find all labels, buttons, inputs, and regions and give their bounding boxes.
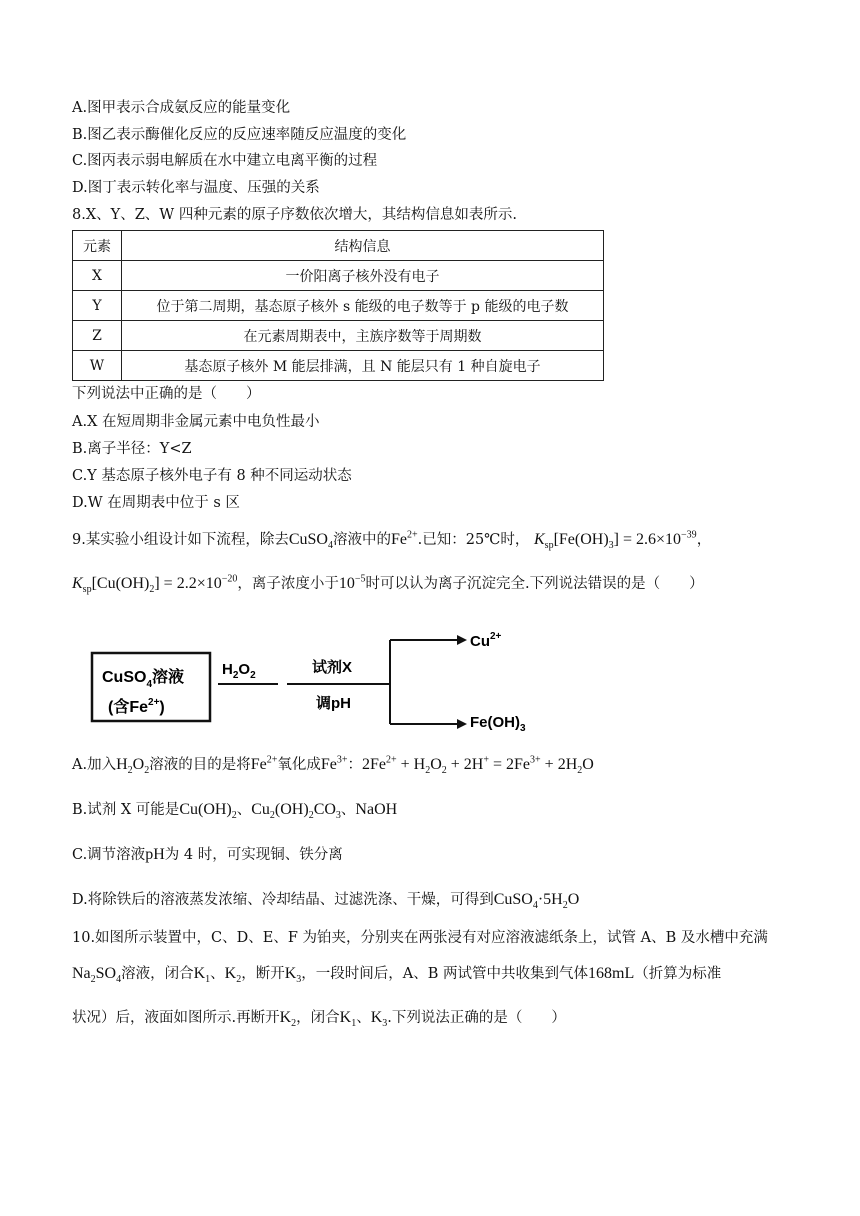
q9-stem-line1: 9.某实验小组设计如下流程，除去CuSO$_4$溶液中的$Fe^{2+}$.已知：25℃时， $K_{sp}[Fe(OH)_3] = 2.6\times 10^{-39}$， <box>72 529 712 552</box>
q8-option-c: C.Y 基态原子核外电子有 8 种不同运动状态 <box>72 468 352 484</box>
output-feoh3-label: $Fe(OH)_3$ <box>470 714 526 732</box>
q10-stem-line3: 状况）后，液面如图所示.再断开$K_2$，闭合$K_1$、$K_3$.下列说法正确的是（ ） <box>72 1009 566 1030</box>
table-header-element: 元素 <box>73 231 122 261</box>
q9-stem-line2: $K_{sp}[Cu(OH)_2] = 2.2\times 10^{-20}$，离子浓度小于$10^{-5}$时可以认为离子沉淀完全.下列说法错误的是（ ） <box>72 573 704 596</box>
arrow2-top-label: 试剂X <box>312 659 353 676</box>
q8-stem: 8.X、Y、Z、W 四种元素的原子序数依次增大，其结构信息如表所示. <box>72 207 517 223</box>
arrow-head-bottom <box>457 719 467 729</box>
q10-stem-line2: $Na_2SO_4$溶液，闭合$K_1$、$K_2$，断开$K_3$，一段时间后，A、B 两试管中共收集到气体168mL（折算为标准 <box>72 965 722 986</box>
table-cell-element: X <box>73 261 122 291</box>
q7-option-c: C.图丙表示弱电解质在水中建立电离平衡的过程 <box>72 153 378 169</box>
table-cell-element: Z <box>73 321 122 351</box>
table-header-row <box>73 231 604 261</box>
arrow-head-top <box>457 635 467 645</box>
purification-flow-diagram <box>72 620 542 732</box>
table-cell-info: 基态原子核外 M 能层排满，且 N 能层只有 1 种自旋电子 <box>122 351 604 381</box>
table-row <box>73 291 604 321</box>
table-row <box>73 351 604 381</box>
q8-option-b: B.离子半径：Y<Z <box>72 441 192 457</box>
table-cell-element: W <box>73 351 122 381</box>
q8-question: 下列说法中正确的是（ ） <box>72 386 261 402</box>
q9-option-b: B.试剂 X 可能是$Cu(OH)_2$、$Cu_2(OH)_2CO_3$、NaOH <box>72 801 398 822</box>
q9-option-d: D.将除铁后的溶液蒸发浓缩、冷却结晶、过滤洗涤、干燥，可得到$CuSO_4\cdot 5H_2O$ <box>72 891 580 912</box>
q8-option-d: D.W 在周期表中位于 s 区 <box>72 495 240 511</box>
q9-option-a: A.加入$H_2O_2$溶液的目的是将$Fe^{2+}$氧化成$Fe^{3+}$：$2Fe^{2+} + H_2O_2 + 2H^+ = 2Fe^{3+} + 2H_2O$ <box>72 754 594 777</box>
table-cell-info: 一价阳离子核外没有电子 <box>122 261 604 291</box>
feed-box-line1: CuSO$_4$溶液 <box>102 669 185 690</box>
q7-option-a: A.图甲表示合成氨反应的能量变化 <box>72 100 291 116</box>
table-header-info: 结构信息 <box>122 231 604 261</box>
feed-box-line2: (含$Fe^{2+}$) <box>108 697 165 716</box>
q10-stem-line1: 10.如图所示装置中，C、D、E、F 为铂夹，分别夹在两张浸有对应溶液滤纸条上，试管 A、B 及水槽中充满 <box>72 930 768 946</box>
output-cu-label: $Cu^{2+}$ <box>470 631 502 650</box>
table-row <box>73 261 604 291</box>
arrow2-bottom-label: 调pH <box>316 695 351 712</box>
table-cell-info: 在元素周期表中，主族序数等于周期数 <box>122 321 604 351</box>
structure-info-table <box>72 230 604 381</box>
q7-option-b: B.图乙表示酶催化反应的反应速率随反应温度的变化 <box>72 127 407 143</box>
arrow1-label: $H_2O_2$ <box>222 661 256 681</box>
q9-option-c: C.调节溶液pH为 4 时，可实现铜、铁分离 <box>72 846 343 863</box>
q8-option-a: A.X 在短周期非金属元素中电负性最小 <box>72 414 320 430</box>
q7-option-d: D.图丁表示转化率与温度、压强的关系 <box>72 180 320 196</box>
table-cell-info: 位于第二周期，基态原子核外 s 能级的电子数等于 p 能级的电子数 <box>122 291 604 321</box>
table-cell-element: Y <box>73 291 122 321</box>
table-row <box>73 321 604 351</box>
